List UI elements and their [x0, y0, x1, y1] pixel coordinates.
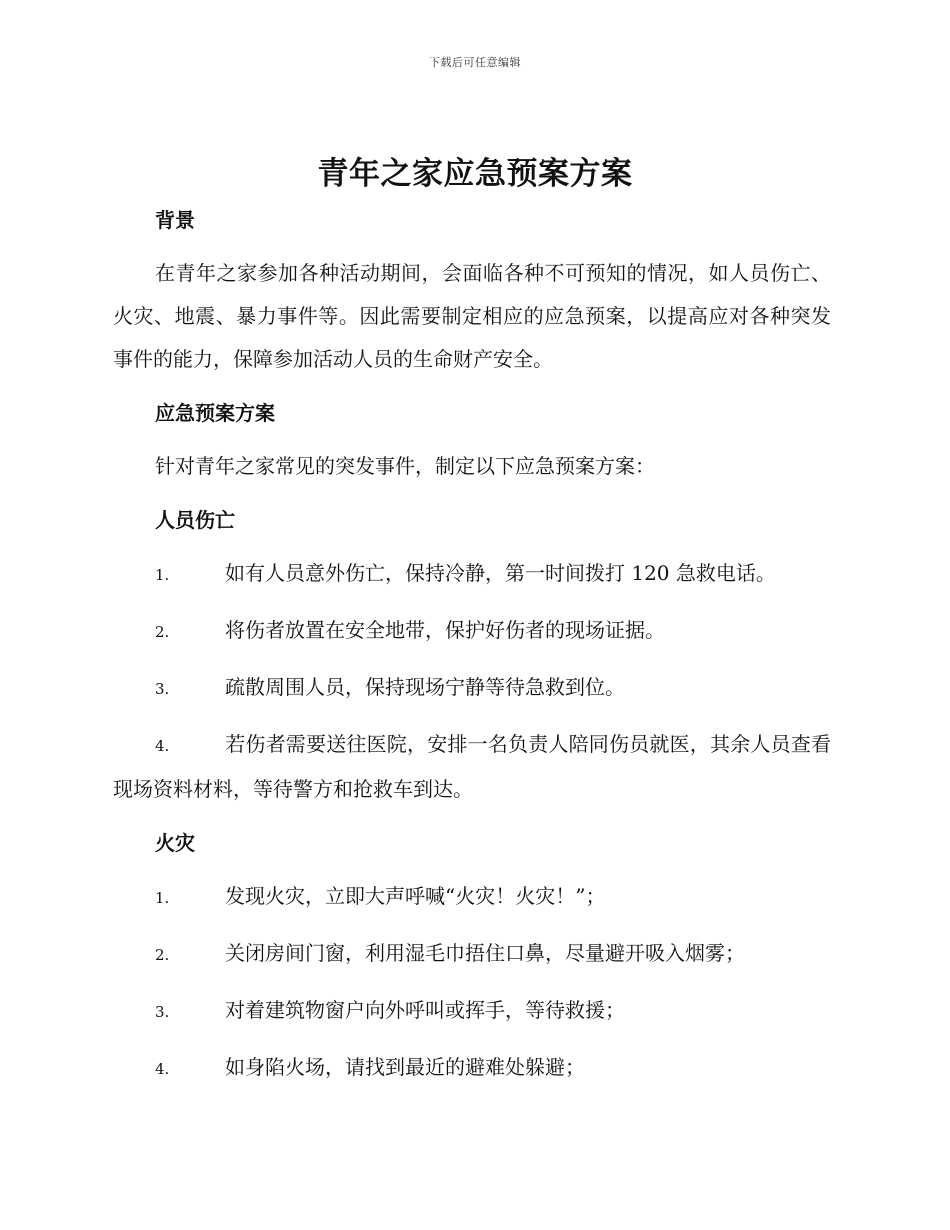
list-item-text: 如有人员意外伤亡，保持冷静，第一时间拨打 120 急救电话。	[225, 561, 776, 585]
list-item-number: 2.	[155, 623, 170, 641]
list-item-number: 1.	[155, 566, 170, 584]
list-item	[113, 723, 831, 811]
list-item-text: 将伤者放置在安全地带，保护好伤者的现场证据。	[225, 618, 665, 642]
list-item	[113, 609, 831, 654]
list-item	[113, 552, 831, 597]
list-item-number: 4.	[155, 737, 170, 755]
plan-intro-paragraph: 针对青年之家常见的突发事件，制定以下应急预案方案：	[155, 454, 655, 478]
list-item-number: 1.	[155, 889, 170, 907]
list-item-text: 如身陷火场，请找到最近的避难处躲避；	[225, 1055, 585, 1079]
list-item	[113, 875, 831, 920]
list-item-text: 疏散周围人员，保持现场宁静等待急救到位。	[225, 675, 625, 699]
list-item	[113, 932, 831, 977]
list-item-number: 3.	[155, 1003, 170, 1021]
list-item-text: 关闭房间门窗，利用湿毛巾捂住口鼻，尽量避开吸入烟雾；	[225, 941, 745, 965]
document-body	[113, 200, 831, 1091]
document-title: 青年之家应急预案方案	[317, 156, 633, 192]
list-item-number: 2.	[155, 946, 170, 964]
list-item-text: 发现火灾，立即大声呼喊“火灾！火灾！”；	[225, 884, 606, 908]
header-note: 下载后可任意编辑	[429, 56, 521, 69]
section-heading-plan: 应急预案方案	[155, 401, 275, 425]
list-item-number: 3.	[155, 680, 170, 698]
list-item	[113, 666, 831, 711]
section-heading-fire: 火灾	[155, 831, 195, 855]
list-item	[113, 989, 831, 1034]
background-paragraph: 在青年之家参加各种活动期间，会面临各种不可预知的情况，如人员伤亡、火灾、地震、暴力事件等。因此需要制定相应的应急预案，以提高应对各种突发事件的能力，保障参加活动人员的生命财产安全。	[113, 261, 831, 371]
section-heading-background: 背景	[155, 208, 195, 232]
list-item-number: 4.	[155, 1060, 170, 1078]
list-item-text: 若伤者需要送往医院，安排一名负责人陪同伤员就医，其余人员查看现场资料材料，等待警方和抢救车到达。	[113, 732, 831, 801]
list-item-text: 对着建筑物窗户向外呼叫或挥手，等待救援；	[225, 998, 625, 1022]
section-heading-casualties: 人员伤亡	[155, 508, 235, 532]
list-item	[113, 1046, 831, 1091]
